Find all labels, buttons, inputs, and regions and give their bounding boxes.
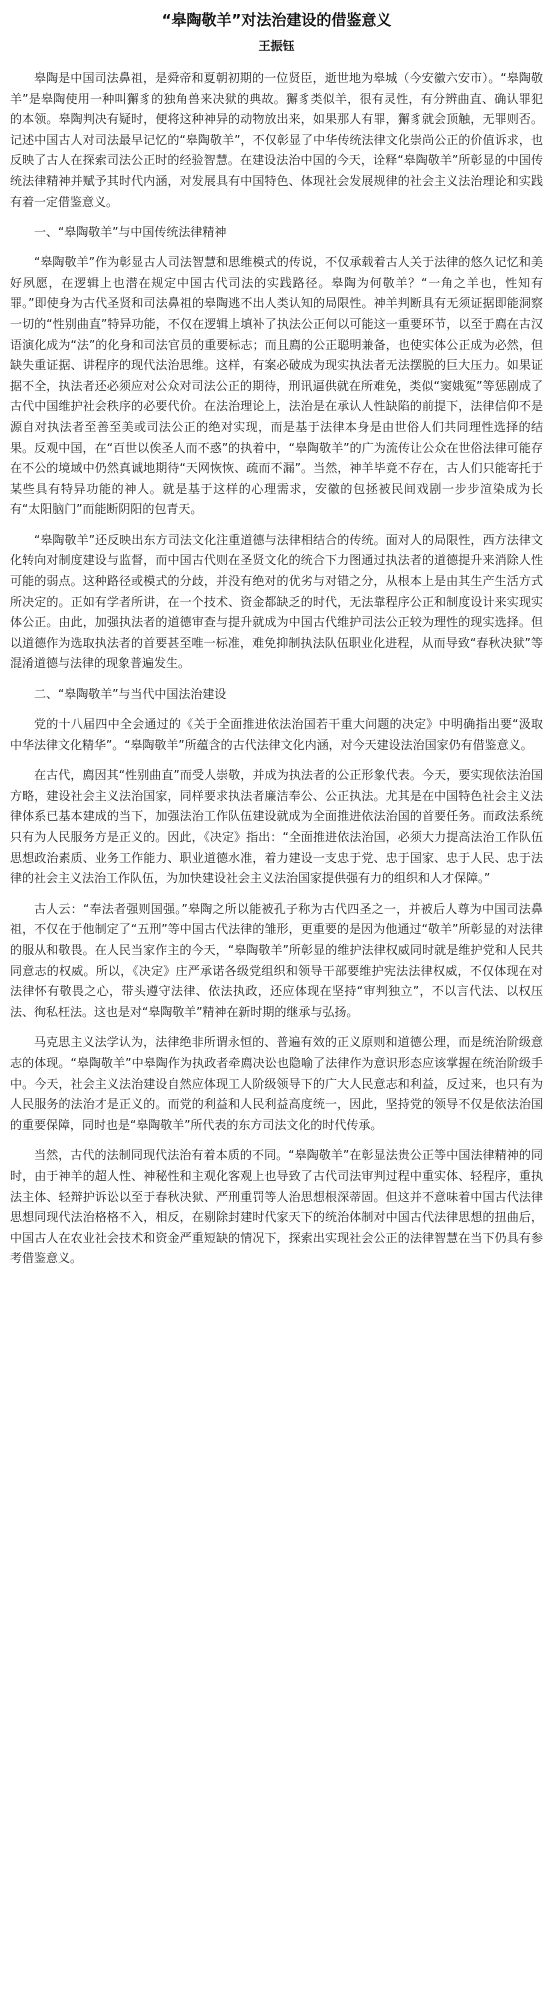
paragraph-conclusion: 当然，古代的法制同现代法治有着本质的不同。“皋陶敬羊”在彰显法贵公正等中国法律精神的同时，由于神羊的超人性、神秘性和主观化客观上也导致了古代司法审判过程中重实体、轻程序，重执法主体、轻辩护诉讼以至于春秋决狱、严刑重罚等人治思想根深蒂固。但这并不意味着中国古代法律思想同现代法治格格不入，相反，在剔除封建时代家天下的统治体制对中国古代法律思想的扭曲后，中国古人在农业社会技术和资金严重短缺的情况下，探索出实现社会公正的法律智慧在当下仍具有参考借鉴意义。 xyxy=(10,1148,543,1266)
section-heading-2: 二、“皋陶敬羊”与当代中国法治建设 xyxy=(34,687,227,702)
article-title: “皋陶敬羊”对法治建设的借鉴意义 xyxy=(161,11,392,29)
paragraph-section1-2: “皋陶敬羊”还反映出东方司法文化注重道德与法律相结合的传统。面对人的局限性，西方法律文化转向对制度建设与监督，而中国古代则在圣贤文化的统合下力图通过执法者的道德提升来消除人性可能的弱点。这种路径或模式的分歧，并没有绝对的优劣与对错之分，从根本上是由其生产生活方式所决定的。正如有学者所讲，在一个技术、资金都缺乏的时代，无法靠程序公正和制度设计来实现实体公正。由此，加强执法者的道德审查与提升就成为中国古代维护司法公正较为理性的现实选择。但以道德作为选取执法者的首要甚至唯一标准，难免抑制执法队伍职业化进程，从而导致“春秋决狱”等混淆道德与法律的现象普遍发生。 xyxy=(10,532,543,671)
paragraph-section2-2: 在古代，廌因其“性别曲直”而受人崇敬，并成为执法者的公正形象代表。今天，要实现依法治国方略，建设社会主义法治国家，同样要求执法者廉洁奉公、公正执法。尤其是在中国特色社会主义法律体系已基本建成的当下，加强法治工作队伍建设就成为全面推进依法治国的首要任务。而政法系统只有为人民服务方是正义的。因此，《决定》指出：“全面推进依法治国，必须大力提高法治工作队伍思想政治素质、业务工作能力、职业道德水准，着力建设一支忠于党、忠于国家、忠于人民、忠于法律的社会主义法治工作队伍，为加快建设社会主义法治国家提供强有力的组织和人才保障。” xyxy=(10,768,543,886)
paragraph-intro: 皋陶是中国司法鼻祖，是舜帝和夏朝初期的一位贤臣，逝世地为皋城（今安徽六安市）。“皋陶敬羊”是皋陶使用一种叫獬豸的独角兽来决狱的典故。獬豸类似羊，很有灵性，有分辨曲直、确认罪犯的本领。皋陶判决有疑时，便将这种神异的动物放出来，如果那人有罪，獬豸就会顶触，无罪则否。记述中国古人对司法最早记忆的“皋陶敬羊”，不仅彰显了中华传统法律文化崇尚公正的价值诉求，也反映了古人在探索司法公正时的经验智慧。在建设法治中国的今天，诠释“皋陶敬羊”所彰显的中国传统法律精神并赋予其时代内涵，对发展具有中国特色、体现社会发展规律的社会主义法治理论和实践有着一定借鉴意义。 xyxy=(10,71,544,209)
article-author: 王振钰 xyxy=(258,39,295,53)
paragraph-section2-1: 党的十八届四中全会通过的《关于全面推进依法治国若干重大问题的决定》中明确指出要“汲取中华法律文化精华”。“皋陶敬羊”所蕴含的古代法律文化内涵，对今天建设法治国家仍有借鉴意义。 xyxy=(10,717,543,752)
paragraph-section2-3: 古人云：“奉法者强则国强。”皋陶之所以能被孔子称为古代四圣之一，并被后人尊为中国司法鼻祖，不仅在于他制定了“五刑”等中国古代法律的雏形，更重要的是因为他通过“敬羊”所彰显的对法律的服从和敬畏。在人民当家作主的今天，“皋陶敬羊”所彰显的维护法律权威同时就是维护党和人民共同意志的权威。所以，《决定》庄严承诺各级党组织和领导干部要维护宪法法律权威，不仅体现在对法律怀有敬畏之心，带头遵守法律、依法执政，还应体现在坚持“审判独立”，不以言代法、以权压法、徇私枉法。这也是对“皋陶敬羊”精神在新时期的继承与弘扬。 xyxy=(10,901,543,1019)
section-heading-1: 一、“皋陶敬羊”与中国传统法律精神 xyxy=(34,225,227,240)
paragraph-section1-1: “皋陶敬羊”作为彰显古人司法智慧和思维模式的传说，不仅承载着古人关于法律的悠久记忆和美好夙愿，在逻辑上也潜在规定中国古代司法的实践路径。皋陶为何敬羊？“一角之羊也，性知有罪。”即使身为古代圣贤和司法鼻祖的皋陶逃不出人类认知的局限性。神羊判断具有无须证据即能洞察一切的“性别曲直”特异功能，不仅在逻辑上填补了执法公正何以可能这一重要环节，以至于廌在古汉语演化成为“法”的化身和司法官员的重要标志；而且廌的公正聪明兼备，也使实体公正成为必然，但缺失重证据、讲程序的现代法治思维。这样，有案必破成为现实执法者无法摆脱的巨大压力。如果证据不全，执法者还必须应对公众对司法公正的期待，刑讯逼供就在所难免，类似“窦娥冤”等惩剧成了古代中国维护社会秩序的必要代价。在法治理论上，法治是在承认人性缺陷的前提下，法律信仰不是源自对执法者至善至美或司法公正的绝对实现，而是基于法律本身是由世俗人们共同理性选择的结果。反观中国，在“百世以俟圣人而不惑”的执着中，“皋陶敬羊”的广为流传让公众在世俗法律可能存在不公的境域中仍然真诚地期待“天网恢恢、疏而不漏”。当然，神羊毕竟不存在，古人们只能寄托于某些具有特异功能的神人。就是基于这样的心理需求，安徽的包拯被民间戏剧一步步渲染成为长有“太阳脑门”而能断阴阳的包青天。 xyxy=(10,255,544,517)
paragraph-section2-4: 马克思主义法学认为，法律绝非所谓永恒的、普遍有效的正义原则和道德公理，而是统治阶级意志的体现。“皋陶敬羊”中皋陶作为执政者牵廌决讼也隐喻了法律作为意识形态应该掌握在统治阶级手中。今天，社会主义法治建设自然应体现工人阶级领导下的广大人民意志和利益，反过来，也只有为人民服务的法治才是正义的。而党的利益和人民利益高度统一，因此，坚持党的领导不仅是依法治国的重要保障，同时也是“皋陶敬羊”所代表的东方司法文化的时代传承。 xyxy=(10,1035,543,1132)
